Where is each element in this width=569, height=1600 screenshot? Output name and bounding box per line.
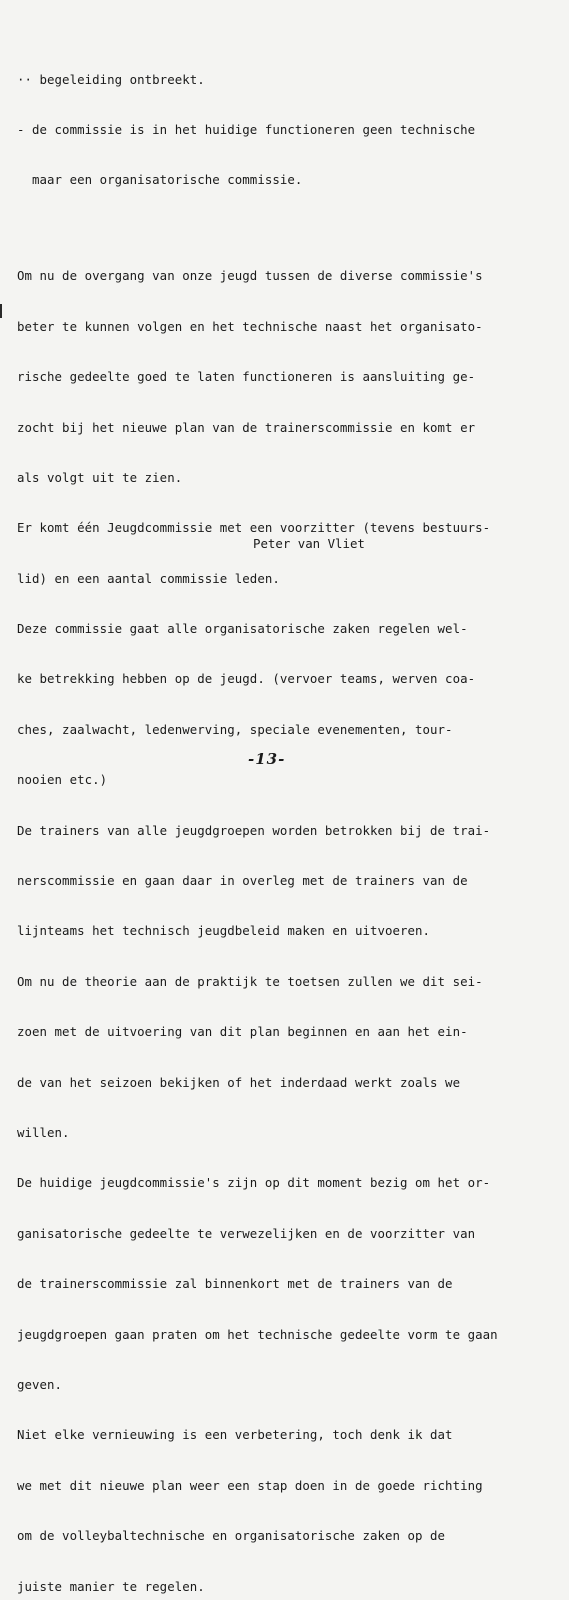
body-line: zocht bij het nieuwe plan van de trainerscommissie en komt er xyxy=(17,419,476,435)
body-line: Om nu de overgang van onze jeugd tussen de diverse commissie's xyxy=(17,268,483,284)
body-line: willen. xyxy=(17,1125,70,1140)
body-line: beter te kunnen volgen en het technische naast het organisato- xyxy=(17,318,483,334)
body-line: nooien etc.) xyxy=(17,772,108,788)
body-line: om de volleybaltechnische en organisatorische zaken op de xyxy=(17,1528,446,1544)
body-line: geven. xyxy=(17,1376,63,1392)
body-line: nerscommissie en gaan daar in overleg met de trainers van de xyxy=(17,873,468,889)
page-number: -13- xyxy=(248,750,286,768)
list-item: - de commissie is in het huidige functioneren geen technische xyxy=(17,121,476,137)
body-line: we met dit nieuwe plan weer een stap doen in de goede richting xyxy=(17,1477,483,1493)
body-line: Om nu de theorie aan de praktijk te toetsen zullen we dit sei- xyxy=(17,973,483,989)
body-line: rische gedeelte goed te laten functioneren is aansluiting ge- xyxy=(17,369,476,385)
body-line: De trainers van alle jeugdgroepen worden betrokken bij de trai- xyxy=(17,822,491,838)
body-line: juiste manier te regelen. xyxy=(17,1578,205,1594)
body-line: lid) en een aantal commissie leden. xyxy=(17,570,280,586)
body-line: De huidige jeugdcommissie's zijn op dit moment bezig om het or- xyxy=(17,1175,491,1191)
list-item-continuation: ·· begeleiding ontbreekt. xyxy=(17,71,205,87)
body-line: ches, zaalwacht, ledenwerving, speciale evenementen, tour- xyxy=(17,721,453,737)
list-item-continuation: maar een organisatorische commissie. xyxy=(17,172,303,188)
margin-mark xyxy=(0,304,2,318)
author-signature: Peter van Vliet xyxy=(253,536,365,551)
body-line: Niet elke vernieuwing is een verbetering, toch denk ik dat xyxy=(17,1427,453,1443)
body-line: de trainerscommissie zal binnenkort met de trainers van de xyxy=(17,1276,453,1292)
body-line: Deze commissie gaat alle organisatorische zaken regelen wel- xyxy=(17,621,468,637)
body-line: lijnteams het technisch jeugdbeleid maken en uitvoeren. xyxy=(17,923,431,939)
body-line: jeugdgroepen gaan praten om het technische gedeelte vorm te gaan xyxy=(17,1326,498,1342)
body-line: als volgt uit te zien. xyxy=(17,469,183,485)
body-line: ganisatorische gedeelte te verwezelijken en de voorzitter van xyxy=(17,1225,476,1241)
paragraph-gap xyxy=(17,223,547,235)
document-text xyxy=(17,38,547,1600)
body-line: Er komt één Jeugdcommissie met een voorzitter (tevens bestuurs- xyxy=(17,520,491,536)
body-line: de van het seizoen bekijken of het inderdaad werkt zoals we xyxy=(17,1074,461,1090)
body-line: ke betrekking hebben op de jeugd. (vervoer teams, werven coa- xyxy=(17,671,476,687)
body-line: zoen met de uitvoering van dit plan beginnen en aan het ein- xyxy=(17,1024,468,1040)
